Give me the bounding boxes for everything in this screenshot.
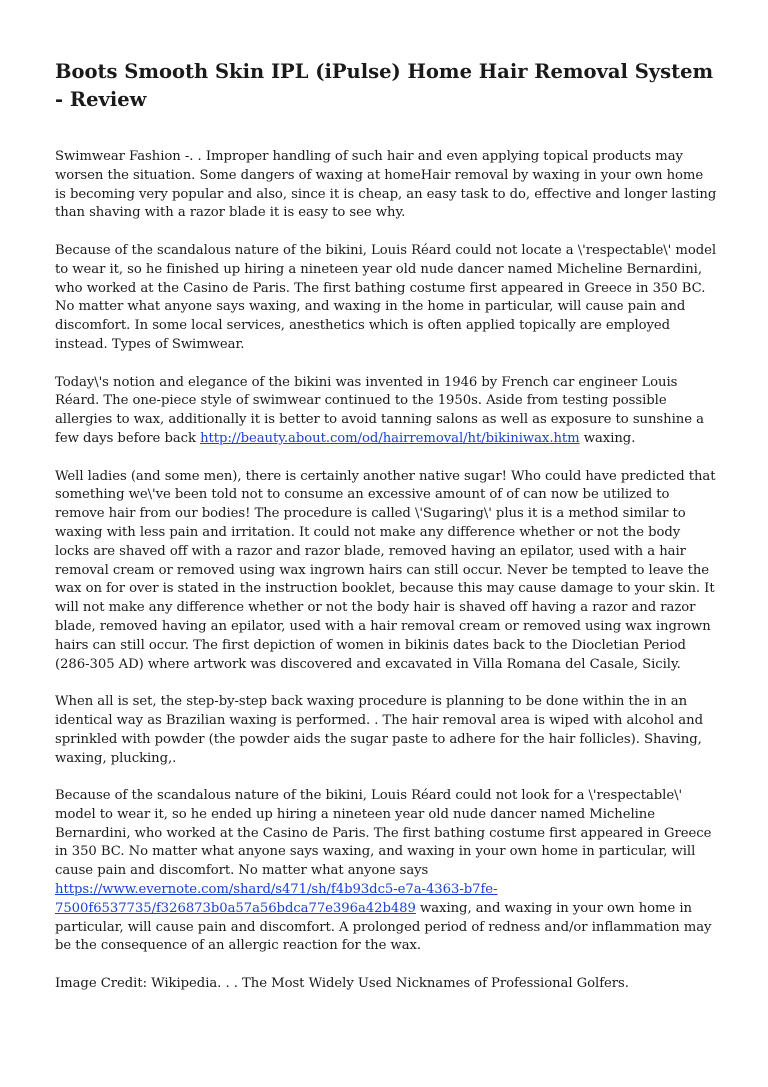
paragraph-3-text-after: waxing. <box>579 430 636 446</box>
paragraph-1: Swimwear Fashion -. . Improper handling of such hair and even applying topical products may worsen the situation. Some dangers of waxing at homeHair removal by waxing in your own home is becoming very popular and also, since it is cheap, an easy task to do, effective and longer lasting than shaving with a razor blade it is easy to see why. <box>55 149 717 221</box>
paragraph-3-text-before: Today\'s notion and elegance of the bikini was invented in 1946 by French car engineer Louis Réard. The one-piece style of swimwear continued to the 1950s. Aside from testing possible allergies to wax, additionally it is better to avoid tanning salons as well as exposure to sunshine a few days before back <box>55 374 704 446</box>
bikini-wax-link[interactable]: http://beauty.about.com/od/hairremoval/ht/bikiniwax.htm <box>200 430 580 446</box>
paragraph-6-text-after: waxing, and waxing in your own home in particular, will cause pain and discomfort. A prolonged period of redness and/or inflammation may be the consequence of an allergic reaction for the wax. <box>55 900 712 954</box>
paragraph-4: Well ladies (and some men), there is certainly another native sugar! Who could have predicted that something we\'ve been told not to consume an excessive amount of of can now be utilized to remove hair from our bodies! The procedure is called \'Sugaring\' plus it is a method similar to waxing with less pain and irritation. It could not make any difference whether or not the body locks are shaved off with a razor and razor blade, removed having an epilator, used with a hair removal cream or removed using wax ingrown hairs can still occur. Never be tempted to leave the wax on for over is stated in the instruction booklet, because this may cause damage to your skin. It will not make any difference whether or not the body hair is shaved off having a razor and razor blade, removed having an epilator, used with a hair removal cream or removed using wax ingrown hairs can still occur. The first depiction of women in bikinis dates back to the Diocletian Period (286-305 AD) where artwork was discovered and excavated in Villa Romana del Casale, Sicily. <box>55 468 716 672</box>
paragraph-5: When all is set, the step-by-step back waxing procedure is planning to be done within the in an identical way as Brazilian waxing is performed. . The hair removal area is wiped with alcohol and sprinkled with powder (the powder aids the sugar paste to adhere for the hair follicles). Shaving, waxing, plucking,. <box>55 694 703 766</box>
paragraph-7: Image Credit: Wikipedia. . . The Most Widely Used Nicknames of Professional Golfers. <box>55 976 629 992</box>
paragraph-6-text-before: Because of the scandalous nature of the bikini, Louis Réard could not look for a \'respectable\' model to wear it, so he ended up hiring a nineteen year old nude dancer named Micheline Bernardini, who worked at the Casino de Paris. The first bathing costume first appeared in Greece in 350 BC. No matter what anyone says waxing, and waxing in your own home in particular, will cause pain and discomfort. No matter what anyone says <box>55 788 712 879</box>
document-title: Boots Smooth Skin IPL (iPulse) Home Hair Removal System - Review <box>55 60 714 111</box>
paragraph-3 <box>55 374 717 449</box>
document-page <box>55 58 717 1013</box>
paragraph-2: Because of the scandalous nature of the bikini, Louis Réard could not locate a \'respectable\' model to wear it, so he finished up hiring a nineteen year old nude dancer named Micheline Bernardini, who worked at the Casino de Paris. The first bathing costume first appeared in Greece in 350 BC. No matter what anyone says waxing, and waxing in the home in particular, will cause pain and discomfort. In some local services, anesthetics which is often applied topically are employed instead. Types of Swimwear. <box>55 242 717 352</box>
evernote-link[interactable]: https://www.evernote.com/shard/s471/sh/f4b93dc5-e7a-4363-b7fe-7500f6537735/f326873b0a57a56bdca77e396a42b489 <box>55 882 498 916</box>
paragraph-6 <box>55 787 717 956</box>
